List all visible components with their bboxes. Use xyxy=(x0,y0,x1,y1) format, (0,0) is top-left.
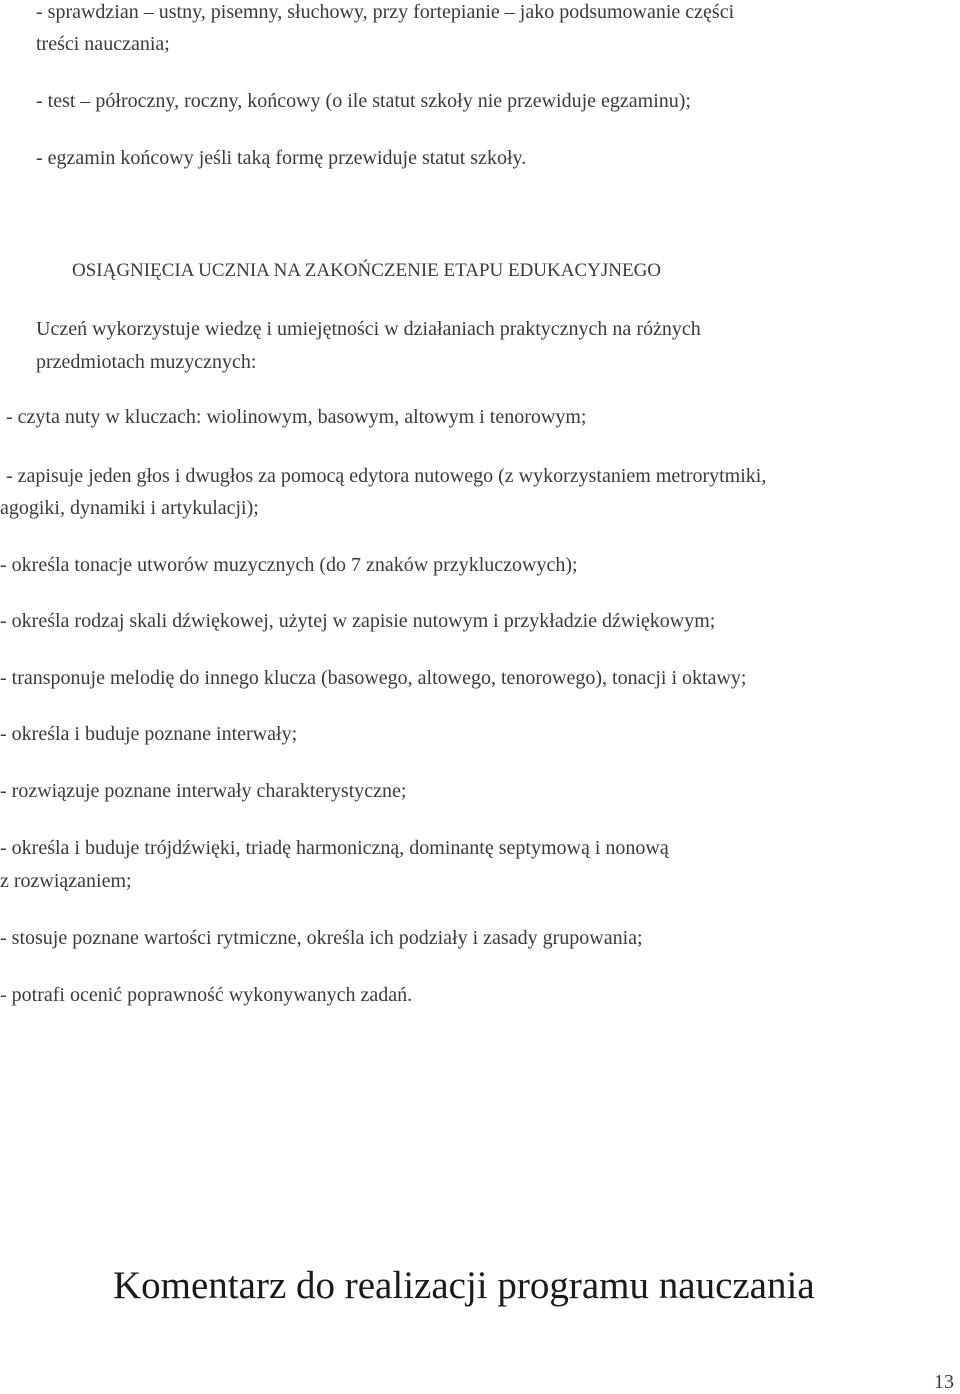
list-item: - określa i buduje poznane interwały; xyxy=(0,723,298,745)
list-item: - czyta nuty w kluczach: wiolinowym, basowym, altowym i tenorowym; xyxy=(6,406,587,428)
list-item: - transponuje melodię do innego klucza (basowego, altowego, tenorowego), tonacji i oktawy; xyxy=(0,667,747,689)
commentary-title: Komentarz do realizacji programu nauczania xyxy=(113,1264,815,1307)
list-item: - określa rodzaj skali dźwiękowej, użytej w zapisie nutowym i przykładzie dźwiękowym; xyxy=(0,610,716,632)
list-item: - określa i buduje trójdźwięki, triadę harmoniczną, dominantę septymową i nonową xyxy=(0,837,669,859)
list-item: - zapisuje jeden głos i dwugłos za pomocą edytora nutowego (z wykorzystaniem metrorytmiki, xyxy=(6,465,767,487)
page-number: 13 xyxy=(934,1371,954,1393)
list-item-test: - test – półroczny, roczny, końcowy (o ile statut szkoły nie przewiduje egzaminu); xyxy=(36,90,691,112)
list-item: - potrafi ocenić poprawność wykonywanych zadań. xyxy=(0,984,413,1006)
list-item: - stosuje poznane wartości rytmiczne, określa ich podziały i zasady grupowania; xyxy=(0,927,643,949)
section-heading: OSIĄGNIĘCIA UCZNIA NA ZAKOŃCZENIE ETAPU EDUKACYJNEGO xyxy=(72,260,662,281)
list-item-egzamin: - egzamin końcowy jeśli taką formę przewiduje statut szkoły. xyxy=(36,147,527,169)
list-item-continuation: z rozwiązaniem; xyxy=(0,870,132,892)
list-item: - określa tonacje utworów muzycznych (do 7 znaków przykluczowych); xyxy=(0,554,578,576)
list-item-sprawdzian-line2: treści nauczania; xyxy=(36,33,170,55)
list-item: - rozwiązuje poznane interwały charakterystyczne; xyxy=(0,780,407,802)
intro-line-1: Uczeń wykorzystuje wiedzę i umiejętności w działaniach praktycznych na różnych xyxy=(36,318,701,340)
intro-line-2: przedmiotach muzycznych: xyxy=(36,351,257,373)
list-item-sprawdzian-line1: - sprawdzian – ustny, pisemny, słuchowy, przy fortepianie – jako podsumowanie części xyxy=(36,1,735,23)
list-item-continuation: agogiki, dynamiki i artykulacji); xyxy=(0,497,259,519)
